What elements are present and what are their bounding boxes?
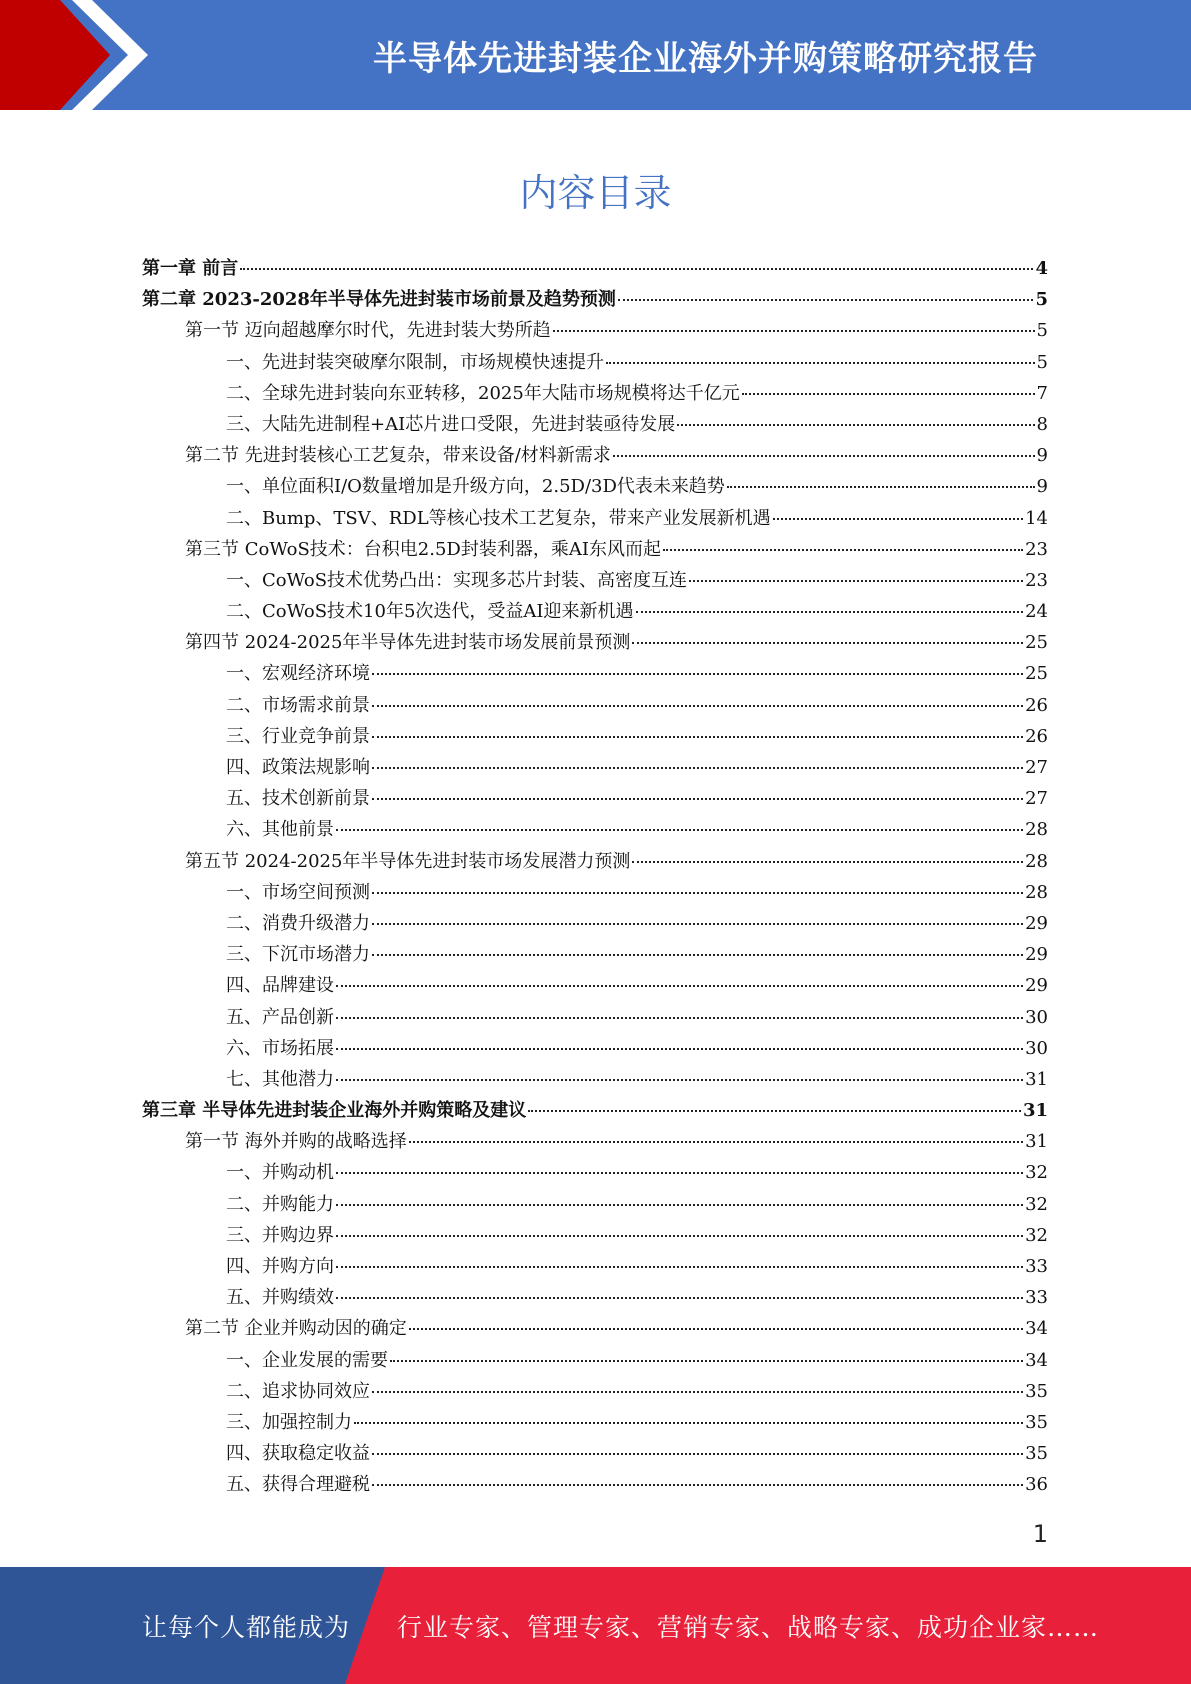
toc-entry[interactable] [142,1190,1048,1221]
toc-dot-leader [606,362,1035,364]
toc-dot-leader [336,1204,1023,1206]
toc-entry-title: 二、消费升级潜力 [226,912,370,934]
toc-dot-leader [372,892,1023,894]
toc-entry[interactable] [142,909,1048,940]
toc-entry[interactable] [142,535,1048,566]
toc-entry-page: 7 [1036,382,1048,404]
toc-dot-leader [240,268,1033,270]
toc-entry-title: 五、技术创新前景 [226,788,370,810]
toc-entry-title: 六、其他前景 [226,819,334,841]
toc-dot-leader [553,330,1035,332]
toc-heading: 内容目录 [519,171,672,215]
toc-entry-title: 一、并购动机 [226,1162,334,1184]
toc-dot-leader [354,1422,1023,1424]
toc-entry[interactable] [142,784,1048,815]
toc-entry-page: 4 [1035,258,1048,279]
toc-entry[interactable] [142,659,1048,690]
footer-slogan-right: 行业专家、管理专家、营销专家、战略专家、成功企业家…… [397,1612,1100,1642]
toc-entry-title: 四、获取稳定收益 [226,1443,370,1465]
toc-entry-title: 第二节 企业并购动因的确定 [185,1318,407,1340]
toc-entry-title: 六、市场拓展 [226,1037,334,1059]
toc-entry-title: 第一节 海外并购的战略选择 [185,1131,407,1153]
toc-entry-title: 五、并购绩效 [226,1287,334,1309]
footer-slogan-left: 让每个人都能成为 [142,1612,351,1642]
toc-dot-leader [742,393,1035,395]
toc-entry[interactable] [142,691,1048,722]
toc-entry-page: 23 [1025,538,1048,560]
toc-entry[interactable] [142,815,1048,846]
toc-entry-page: 26 [1025,725,1048,747]
toc-entry[interactable] [142,566,1048,597]
toc-entry[interactable] [142,1470,1048,1501]
toc-dot-leader [336,1297,1023,1299]
page-number: 1 [1032,1520,1048,1548]
table-of-contents [142,254,1048,1502]
toc-entry-title: 第一章 前言 [142,258,239,279]
report-title: 半导体先进封装企业海外并购策略研究报告 [373,38,1038,79]
toc-entry-title: 四、政策法规影响 [226,757,370,778]
toc-entry-title: 二、Bump、TSV、RDL等核心技术工艺复杂，带来产业发展新机遇 [226,507,771,529]
toc-entry-title: 四、品牌建设 [226,975,334,997]
toc-entry[interactable] [142,1408,1048,1439]
toc-entry-page: 30 [1025,1037,1048,1059]
toc-entry[interactable] [142,753,1048,784]
toc-entry-page: 23 [1025,569,1048,591]
toc-entry-title: 七、其他潜力 [226,1068,334,1090]
toc-entry-page: 9 [1036,445,1048,467]
toc-entry[interactable] [142,597,1048,628]
toc-dot-leader [336,1017,1023,1019]
toc-entry-title: 五、获得合理避税 [226,1474,370,1496]
toc-entry-page: 29 [1025,912,1048,934]
toc-dot-leader [336,985,1023,987]
toc-entry[interactable] [142,410,1048,441]
toc-dot-leader [689,580,1023,582]
toc-entry-title: 第一节 迈向超越摩尔时代，先进封装大势所趋 [185,320,551,342]
toc-dot-leader [677,424,1034,426]
toc-entry-title: 一、市场空间预测 [226,881,370,903]
toc-entry-title: 二、追求协同效应 [226,1380,370,1402]
toc-entry-title: 第四节 2024-2025年半导体先进封装市场发展前景预测 [185,632,631,654]
toc-entry-title: 一、CoWoS技术优势凸出：实现多芯片封装、高密度互连 [226,569,688,591]
toc-entry-page: 27 [1025,788,1048,810]
toc-dot-leader [372,798,1023,800]
toc-entry-page: 34 [1025,1349,1048,1371]
toc-entry-page: 25 [1025,663,1048,685]
toc-entry-title: 第二章 2023-2028年半导体先进封装市场前景及趋势预测 [142,289,616,311]
toc-entry-page: 28 [1025,881,1048,903]
toc-entry[interactable] [142,1221,1048,1252]
toc-entry-title: 二、CoWoS技术10年5次迭代，受益AI迎来新机遇 [226,601,634,623]
toc-entry[interactable] [142,878,1048,909]
toc-entry[interactable] [142,1096,1048,1127]
footer-banner [0,1567,1191,1684]
toc-entry[interactable] [142,1346,1048,1377]
toc-entry-page: 28 [1025,819,1048,841]
toc-dot-leader [663,549,1023,551]
toc-dot-leader [632,642,1023,644]
toc-entry[interactable] [142,1065,1048,1096]
toc-entry-title: 一、先进封装突破摩尔限制，市场规模快速提升 [226,351,604,373]
toc-dot-leader [773,518,1023,520]
toc-entry-page: 33 [1025,1256,1048,1277]
toc-entry-page: 25 [1025,632,1048,654]
toc-dot-leader [372,767,1023,769]
toc-entry[interactable] [142,504,1048,535]
toc-entry-page: 24 [1025,601,1048,623]
toc-entry[interactable] [142,1252,1048,1283]
toc-entry-title: 一、单位面积I/O数量增加是升级方向，2.5D/3D代表未来趋势 [226,476,725,498]
toc-entry-title: 三、并购边界 [226,1224,334,1246]
toc-dot-leader [632,861,1023,863]
toc-entry-page: 14 [1025,507,1048,529]
toc-entry[interactable] [142,1158,1048,1189]
toc-entry-page: 8 [1036,413,1048,435]
toc-dot-leader [336,1266,1023,1268]
toc-entry[interactable] [142,441,1048,472]
toc-dot-leader [727,486,1035,488]
toc-entry-title: 第三章 半导体先进封装企业海外并购策略及建议 [142,1100,527,1122]
toc-entry-page: 35 [1025,1380,1048,1402]
toc-entry-title: 第五节 2024-2025年半导体先进封装市场发展潜力预测 [185,850,631,872]
toc-entry-title: 第二节 先进封装核心工艺复杂，带来设备/材料新需求 [185,445,611,467]
header-arrow-decoration [0,0,160,110]
toc-dot-leader [372,954,1023,956]
toc-dot-leader [372,705,1023,707]
toc-entry-title: 二、并购能力 [226,1193,334,1215]
toc-entry-title: 三、大陆先进制程+AI芯片进口受限，先进封装亟待发展 [226,413,676,435]
toc-dot-leader [636,611,1024,613]
toc-dot-leader [336,1079,1023,1081]
toc-entry[interactable] [142,1034,1048,1065]
toc-entry[interactable] [142,847,1048,878]
toc-entry-title: 一、宏观经济环境 [226,663,370,685]
toc-entry[interactable] [142,1127,1048,1158]
toc-entry[interactable] [142,285,1048,316]
toc-entry-page: 26 [1025,694,1048,716]
toc-dot-leader [372,673,1023,675]
toc-entry-title: 三、下沉市场潜力 [226,944,370,966]
toc-entry-page: 29 [1025,975,1048,997]
toc-entry[interactable] [142,254,1048,285]
toc-dot-leader [372,1453,1023,1455]
toc-entry-page: 30 [1025,1006,1048,1028]
toc-entry-page: 29 [1025,944,1048,966]
toc-entry-page: 33 [1025,1287,1048,1309]
toc-dot-leader [336,1048,1023,1050]
toc-entry-page: 5 [1036,351,1048,373]
toc-entry[interactable] [142,348,1048,379]
toc-entry-page: 31 [1022,1100,1048,1122]
toc-dot-leader [336,1172,1023,1174]
toc-dot-leader [336,829,1023,831]
toc-entry-page: 31 [1025,1131,1048,1153]
toc-entry-page: 27 [1025,757,1048,778]
toc-entry-page: 9 [1036,476,1048,498]
toc-entry-title: 二、全球先进封装向东亚转移，2025年大陆市场规模将达千亿元 [226,382,740,404]
toc-entry-title: 五、产品创新 [226,1006,334,1028]
toc-entry-title: 一、企业发展的需要 [226,1349,388,1371]
toc-entry[interactable] [142,316,1048,347]
toc-dot-leader [336,1235,1023,1237]
toc-entry-page: 32 [1025,1162,1048,1184]
toc-entry-title: 二、市场需求前景 [226,694,370,716]
toc-entry-page: 32 [1025,1224,1048,1246]
toc-entry-page: 34 [1025,1318,1048,1340]
toc-entry-title: 三、加强控制力 [226,1411,352,1433]
toc-entry[interactable] [142,379,1048,410]
toc-dot-leader [409,1141,1023,1143]
toc-dot-leader [613,455,1035,457]
toc-dot-leader [372,1391,1023,1393]
toc-entry[interactable] [142,940,1048,971]
toc-entry[interactable] [142,1283,1048,1314]
toc-entry-page: 5 [1035,289,1048,311]
toc-dot-leader [372,923,1023,925]
toc-entry-page: 28 [1025,850,1048,872]
toc-entry-title: 四、并购方向 [226,1256,334,1277]
toc-entry-title: 第三节 CoWoS技术：台积电2.5D封装利器，乘AI东风而起 [185,538,661,560]
toc-entry[interactable] [142,628,1048,659]
toc-dot-leader [372,1484,1023,1486]
toc-entry-page: 36 [1025,1474,1048,1496]
toc-entry-page: 35 [1025,1411,1048,1433]
header-banner [0,0,1191,110]
toc-dot-leader [372,736,1023,738]
toc-entry-page: 35 [1025,1443,1048,1465]
toc-entry-page: 5 [1036,320,1048,342]
toc-dot-leader [618,299,1034,301]
toc-entry-page: 32 [1025,1193,1048,1215]
toc-dot-leader [390,1360,1023,1362]
toc-dot-leader [409,1328,1023,1330]
toc-entry[interactable] [142,472,1048,503]
toc-entry-page: 31 [1025,1068,1048,1090]
toc-dot-leader [528,1110,1021,1112]
toc-entry[interactable] [142,1439,1048,1470]
toc-entry-title: 三、行业竞争前景 [226,725,370,747]
toc-entry[interactable] [142,1377,1048,1408]
toc-entry[interactable] [142,971,1048,1002]
toc-entry[interactable] [142,722,1048,753]
toc-entry[interactable] [142,1003,1048,1034]
toc-entry[interactable] [142,1314,1048,1345]
